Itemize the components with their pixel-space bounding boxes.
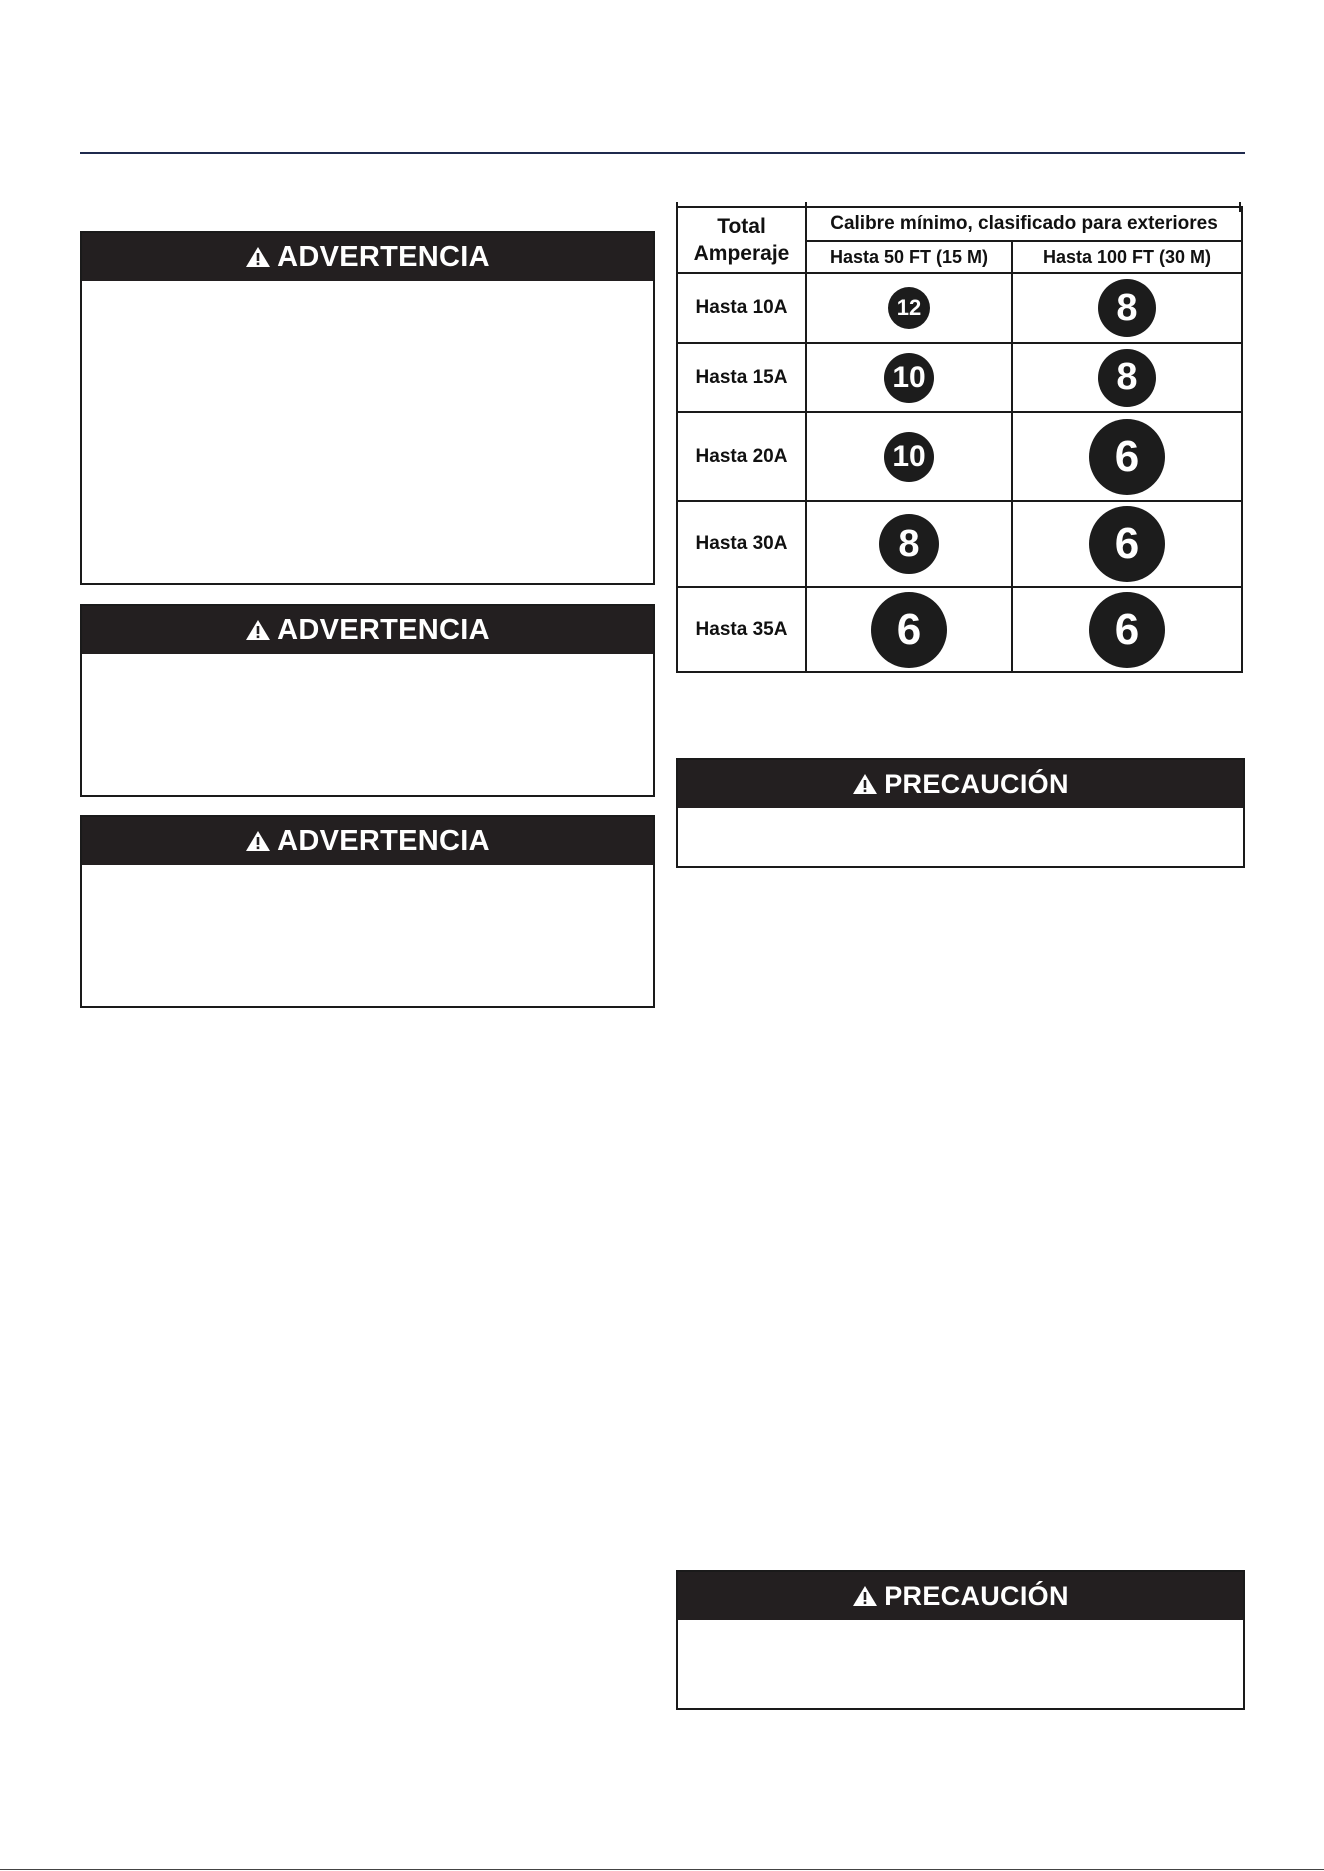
header-50ft: Hasta 50 FT (15 M) (806, 241, 1012, 273)
gauge-badge: 6 (1089, 506, 1165, 582)
cell-100ft (1012, 412, 1242, 501)
footer-rule (0, 1869, 1324, 1870)
row-label: Hasta 15A (677, 343, 806, 412)
cell-50ft (806, 273, 1012, 343)
gauge-badge: 8 (879, 514, 939, 574)
gauge-badge: 6 (871, 592, 947, 668)
cell-100ft (1012, 501, 1242, 587)
warning-triangle-icon (852, 773, 878, 795)
gauge-badge: 6 (1089, 419, 1165, 495)
table-row (677, 587, 1242, 672)
caution-header (678, 1572, 1243, 1620)
warning-heading: ADVERTENCIA (277, 824, 490, 857)
caution-box-2 (676, 1570, 1245, 1710)
gauge-badge: 10 (884, 353, 934, 403)
row-label: Hasta 20A (677, 412, 806, 501)
table-row (677, 412, 1242, 501)
header-main: Calibre mínimo, clasificado para exteriores (806, 207, 1242, 241)
table-row (677, 273, 1242, 343)
cell-100ft (1012, 273, 1242, 343)
warning-triangle-icon (245, 830, 271, 852)
header-rule (80, 152, 1245, 154)
caution-box-1 (676, 758, 1245, 868)
gauge-badge: 6 (1089, 592, 1165, 668)
warning-triangle-icon (852, 1585, 878, 1607)
gauge-badge: 8 (1098, 279, 1156, 337)
warning-box-2 (80, 604, 655, 797)
gauge-table (676, 206, 1241, 673)
cell-50ft (806, 412, 1012, 501)
gauge-badge: 12 (888, 287, 930, 329)
warning-triangle-icon (245, 619, 271, 641)
cell-50ft (806, 501, 1012, 587)
table-row (677, 501, 1242, 587)
caution-header (678, 760, 1243, 808)
header-100ft: Hasta 100 FT (30 M) (1012, 241, 1242, 273)
warning-heading: ADVERTENCIA (277, 613, 490, 646)
warning-header (82, 817, 653, 865)
warning-triangle-icon (245, 246, 271, 268)
gauge-badge: 8 (1098, 349, 1156, 407)
row-label: Hasta 30A (677, 501, 806, 587)
warning-box-3 (80, 815, 655, 1008)
gauge-badge: 10 (884, 432, 934, 482)
caution-heading: PRECAUCIÓN (884, 1580, 1069, 1611)
cell-50ft (806, 343, 1012, 412)
caution-heading: PRECAUCIÓN (884, 768, 1069, 799)
cell-50ft (806, 587, 1012, 672)
warning-header (82, 606, 653, 654)
cell-100ft (1012, 587, 1242, 672)
row-label: Hasta 35A (677, 587, 806, 672)
warning-box-1 (80, 231, 655, 585)
cell-100ft (1012, 343, 1242, 412)
row-label: Hasta 10A (677, 273, 806, 343)
warning-header (82, 233, 653, 281)
header-total: Total Amperaje (677, 207, 806, 273)
table-row (677, 343, 1242, 412)
warning-heading: ADVERTENCIA (277, 240, 490, 273)
